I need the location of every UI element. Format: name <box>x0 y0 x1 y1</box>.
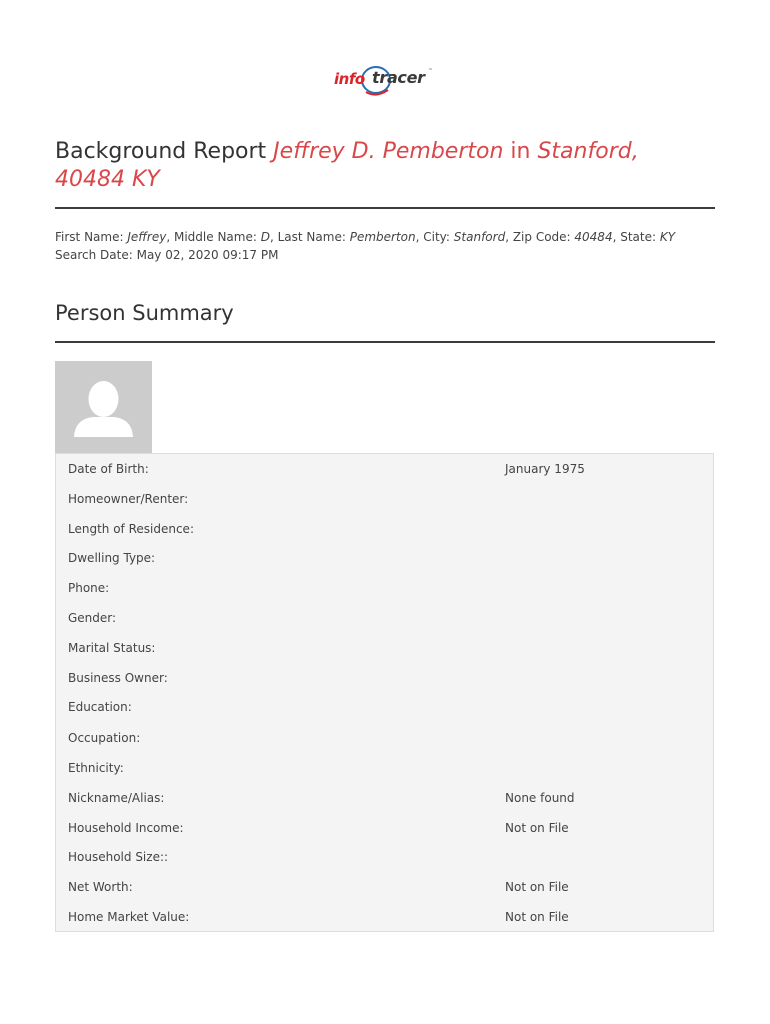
report-title <box>55 138 715 194</box>
summary-row-length-of-residence <box>68 519 708 539</box>
summary-row-label: Marital Status: <box>68 641 156 655</box>
summary-row-label: Ethnicity: <box>68 761 124 775</box>
summary-row-label: Occupation: <box>68 731 141 745</box>
search-date <box>55 247 735 263</box>
summary-row-net-worth <box>68 877 708 897</box>
city-label: City: <box>423 230 450 244</box>
title-prefix: Background Report <box>55 139 267 164</box>
title-in-word: in <box>510 139 531 164</box>
logo-tracer-text: tracer <box>372 68 425 87</box>
summary-row-value: Not on File <box>505 910 569 924</box>
first-name-label: First Name: <box>55 230 124 244</box>
middle-name-label: Middle Name: <box>173 230 257 244</box>
summary-row-label: Business Owner: <box>68 671 168 685</box>
summary-row-ethnicity <box>68 758 708 778</box>
summary-row-nickname-alias <box>68 788 708 808</box>
infotracer-logo <box>330 62 440 98</box>
summary-row-household-size <box>68 847 708 867</box>
logo-trademark: ™ <box>428 68 433 74</box>
summary-row-phone <box>68 578 708 598</box>
summary-row-occupation <box>68 728 708 748</box>
person-summary-heading: Person Summary <box>55 301 234 325</box>
summary-row-education <box>68 697 708 717</box>
summary-row-label: Homeowner/Renter: <box>68 492 189 506</box>
last-name-label: Last Name: <box>277 230 346 244</box>
summary-row-household-income <box>68 818 708 838</box>
zip-label: Zip Code: <box>512 230 571 244</box>
zip-value: 40484 <box>574 230 613 244</box>
title-state: KY <box>132 167 160 192</box>
summary-row-label: Home Market Value: <box>68 910 190 924</box>
summary-row-marital-status <box>68 638 708 658</box>
summary-row-label: Household Income: <box>68 821 184 835</box>
logo-info-text: info <box>334 70 365 88</box>
summary-row-value: None found <box>505 791 575 805</box>
last-name-value: Pemberton <box>349 230 416 244</box>
summary-row-home-market-value <box>68 907 708 927</box>
title-person-name: Jeffrey D. Pemberton <box>273 139 504 164</box>
person-silhouette-icon <box>55 361 152 453</box>
summary-row-homeowner-renter <box>68 489 708 509</box>
summary-row-value: Not on File <box>505 821 569 835</box>
summary-row-label: Net Worth: <box>68 880 133 894</box>
state-label: State: <box>620 230 657 244</box>
summary-row-label: Phone: <box>68 581 110 595</box>
summary-row-label: Date of Birth: <box>68 462 149 476</box>
summary-row-label: Education: <box>68 700 132 714</box>
summary-row-label: Gender: <box>68 611 117 625</box>
person-summary-table <box>55 453 714 932</box>
summary-row-label: Length of Residence: <box>68 522 194 536</box>
summary-row-label: Dwelling Type: <box>68 551 156 565</box>
avatar <box>55 361 152 453</box>
title-location: Stanford, 40484 <box>55 139 639 192</box>
city-value: Stanford <box>453 230 506 244</box>
section-divider <box>55 341 715 343</box>
state-value: KY <box>659 230 676 244</box>
summary-row-value: Not on File <box>505 880 569 894</box>
search-criteria: First Name: Jeffrey, Middle Name: D, Last Name: Pemberton, City: Stanford, Zip Code: 40484, State: KY <box>55 230 676 244</box>
summary-row-date-of-birth <box>68 459 708 479</box>
summary-row-label: Household Size:: <box>68 850 169 864</box>
summary-row-label: Nickname/Alias: <box>68 791 165 805</box>
middle-name-value: D <box>260 230 270 244</box>
summary-row-business-owner <box>68 668 708 688</box>
summary-row-dwelling-type <box>68 548 708 568</box>
summary-row-value: January 1975 <box>505 462 585 476</box>
search-date-value: May 02, 2020 09:17 PM <box>136 248 279 262</box>
title-divider <box>55 207 715 209</box>
first-name-value: Jeffrey <box>127 230 167 244</box>
summary-row-gender <box>68 608 708 628</box>
search-date-label: Search Date: <box>55 248 133 262</box>
